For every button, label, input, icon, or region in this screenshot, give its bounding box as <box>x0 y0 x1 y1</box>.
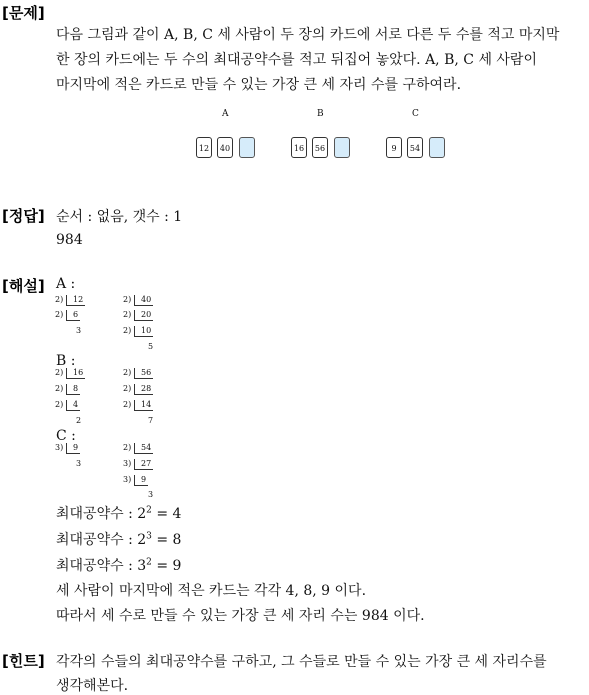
division-row <box>123 310 163 321</box>
gcd-b <box>56 529 181 549</box>
dividend: 54 <box>134 443 153 454</box>
division-row <box>123 295 163 306</box>
problem-line-2: 한 장의 카드에는 두 수의 최대공약수를 적고 뒤집어 놓았다. A, B, C 세 사람이 <box>56 52 537 68</box>
division-row <box>55 443 95 454</box>
answer-line-1: 순서 : 없음, 갯수 : 1 <box>56 209 183 225</box>
b-label: B : <box>56 353 76 369</box>
gcd-c <box>56 555 181 575</box>
divisor: 2) <box>55 400 64 409</box>
hint-line-2: 생각해본다. <box>56 678 129 694</box>
problem-line-3: 마지막에 적은 카드로 만들 수 있는 가장 큰 세 자리 수를 구하여라. <box>56 77 462 93</box>
explain-result-line: 따라서 세 수로 만들 수 있는 가장 큰 세 자리 수는 984 이다. <box>56 608 425 624</box>
division-row <box>123 384 163 395</box>
quotient: 7 <box>148 416 154 425</box>
explain-label: [해설] <box>2 277 45 295</box>
explain-cards-line: 세 사람이 마지막에 적은 카드는 각각 4, 8, 9 이다. <box>56 583 367 599</box>
divisor: 2) <box>55 310 64 319</box>
divisor: 2) <box>123 310 132 319</box>
divisor: 2) <box>123 295 132 304</box>
dividend: 8 <box>66 384 80 395</box>
dividend: 27 <box>134 459 153 470</box>
quotient: 5 <box>148 342 154 351</box>
divisor: 3) <box>123 459 132 468</box>
dividend: 40 <box>134 295 153 306</box>
divisor: 2) <box>123 326 132 335</box>
divisor: 3) <box>55 443 64 452</box>
divisor: 2) <box>123 384 132 393</box>
division-row <box>123 459 163 470</box>
division-row <box>55 310 95 321</box>
card-group-b-label: B <box>317 109 324 119</box>
gcd-a-exponent: 2 <box>146 505 152 516</box>
dividend: 4 <box>66 400 80 411</box>
gcd-a-base: 최대공약수 : 2 <box>56 506 147 522</box>
problem-line-1: 다음 그림과 같이 A, B, C 세 사람이 두 장의 카드에 서로 다른 두 수를 적고 마지막 <box>56 27 560 43</box>
division-row <box>123 400 163 411</box>
division-row <box>123 326 163 337</box>
card-b-hidden <box>334 137 350 158</box>
dividend: 12 <box>66 295 85 306</box>
quotient: 3 <box>76 459 82 468</box>
dividend: 9 <box>66 443 80 454</box>
dividend: 16 <box>66 368 85 379</box>
card-c-2: 54 <box>407 137 423 158</box>
card-b-1: 16 <box>291 137 307 158</box>
card-b-2: 56 <box>312 137 328 158</box>
divisor: 3) <box>123 475 132 484</box>
divisor: 2) <box>123 368 132 377</box>
gcd-b-base: 최대공약수 : 2 <box>56 532 147 548</box>
divisor: 2) <box>123 443 132 452</box>
division-row <box>55 295 95 306</box>
a-label: A : <box>56 276 76 292</box>
card-group-c-label: C <box>412 109 419 119</box>
answer-line-2: 984 <box>56 232 83 248</box>
card-a-hidden <box>239 137 255 158</box>
gcd-b-exponent: 3 <box>146 531 152 542</box>
division-row <box>123 443 163 454</box>
division-row <box>123 475 163 486</box>
divisor: 2) <box>55 384 64 393</box>
hint-label: [힌트] <box>2 652 45 670</box>
dividend: 20 <box>134 310 153 321</box>
card-c-1: 9 <box>386 137 402 158</box>
card-c-hidden <box>429 137 445 158</box>
division-row <box>55 400 95 411</box>
division-row <box>55 368 95 379</box>
divisor: 2) <box>55 295 64 304</box>
gcd-c-base: 최대공약수 : 3 <box>56 558 147 574</box>
card-a-1: 12 <box>196 137 212 158</box>
divisor: 2) <box>123 400 132 409</box>
gcd-c-exponent: 2 <box>146 557 152 568</box>
division-row <box>55 384 95 395</box>
divisor: 2) <box>55 368 64 377</box>
quotient: 3 <box>148 490 154 499</box>
dividend: 56 <box>134 368 153 379</box>
dividend: 9 <box>134 475 148 486</box>
hint-line-1: 각각의 수들의 최대공약수를 구하고, 그 수들로 만들 수 있는 가장 큰 세 자리수를 <box>56 654 547 670</box>
dividend: 6 <box>66 310 80 321</box>
card-a-2: 40 <box>217 137 233 158</box>
division-row <box>123 368 163 379</box>
dividend: 28 <box>134 384 153 395</box>
card-group-a-label: A <box>222 109 229 119</box>
c-label: C : <box>56 428 76 444</box>
problem-label: [문제] <box>2 4 45 22</box>
quotient: 3 <box>76 326 82 335</box>
gcd-c-value: = 9 <box>151 558 182 574</box>
gcd-a <box>56 503 181 523</box>
answer-label: [정답] <box>2 207 45 225</box>
dividend: 10 <box>134 326 153 337</box>
dividend: 14 <box>134 400 153 411</box>
quotient: 2 <box>76 416 82 425</box>
gcd-a-value: = 4 <box>151 506 182 522</box>
gcd-b-value: = 8 <box>151 532 182 548</box>
